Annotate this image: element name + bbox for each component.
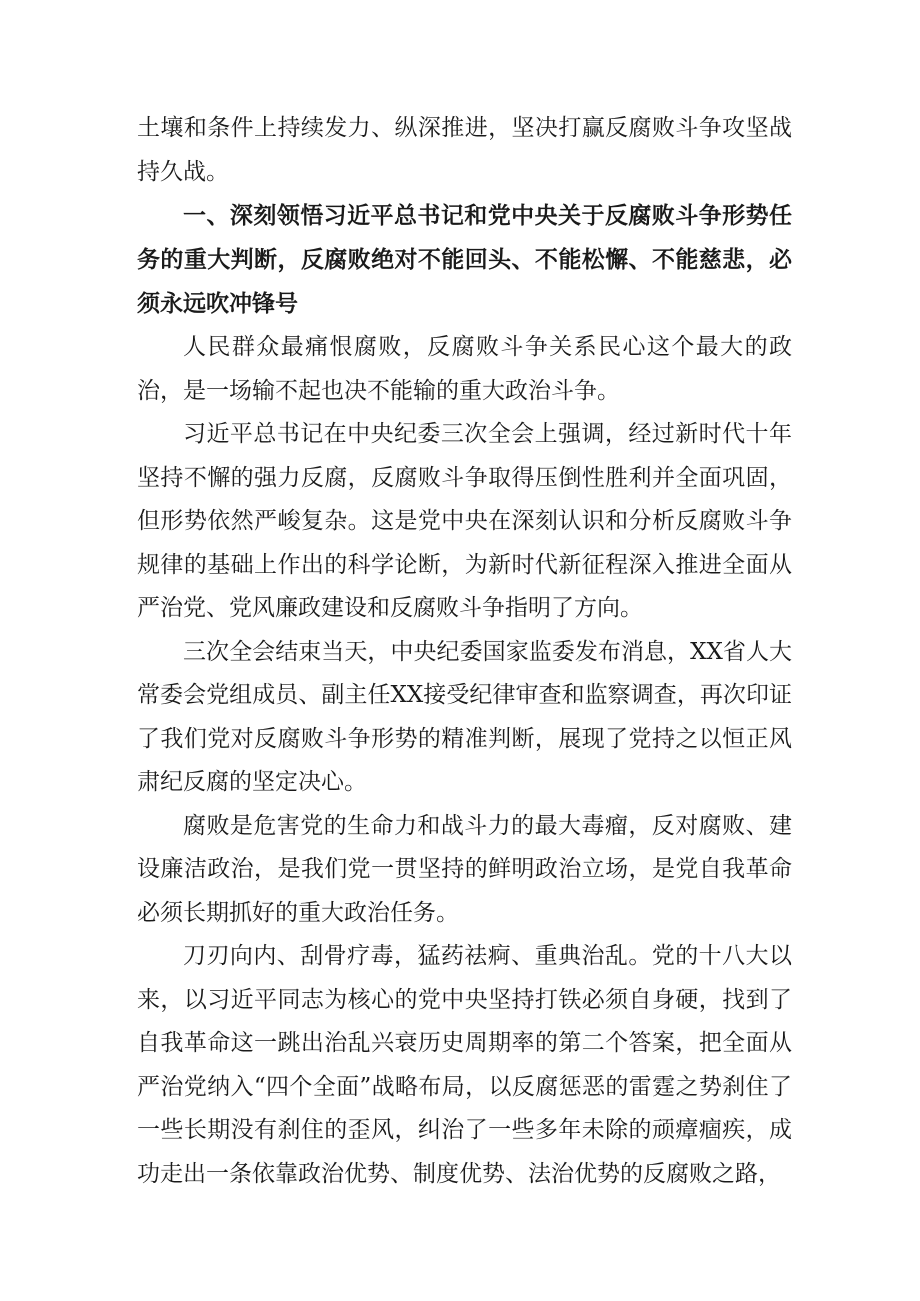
section-heading: 一、深刻领悟习近平总书记和党中央关于反腐败斗争形势任务的重大判断，反腐败绝对不能回头、不能松懈、不能慈悲，必须永远吹冲锋号 — [137, 203, 792, 317]
body-paragraph: 人民群众最痛恨腐败，反腐败斗争关系民心这个最大的政治，是一场输不起也决不能输的重大政治斗争。 — [137, 334, 792, 404]
body-paragraph: 三次全会结束当天，中央纪委国家监委发布消息，XX省人大常委会党组成员、副主任XX接受纪律审查和监察调查，再次印证了我们党对反腐败斗争形势的精准判断，展现了党持之以恒正风肃纪反腐的坚定决心。 — [137, 638, 792, 795]
body-paragraph: 腐败是危害党的生命力和战斗力的最大毒瘤，反对腐败、建设廉洁政治，是我们党一贯坚持的鲜明政治立场，是党自我革命必须长期抓好的重大政治任务。 — [137, 812, 792, 926]
document-body — [137, 107, 792, 1196]
body-paragraph: 刀刃向内、刮骨疗毒，猛药祛痾、重典治乱。党的十八大以来，以习近平同志为核心的党中央坚持打铁必须自身硬，找到了自我革命这一跳出治乱兴衰历史周期率的第二个答案，把全面从严治党纳入“四个全面”战略布局，以反腐惩恶的雷霆之势刹住了一些长期没有刹住的歪风，纠治了一些多年未除的顽瘴痼疾，成功走出一条依靠政治优势、制度优势、法治优势的反腐败之路， — [137, 943, 792, 1187]
paragraph-continuation: 土壤和条件上持续发力、纵深推进，坚决打赢反腐败斗争攻坚战持久战。 — [137, 115, 792, 185]
body-paragraph: 习近平总书记在中央纪委三次全会上强调，经过新时代十年坚持不懈的强力反腐，反腐败斗争取得压倒性胜利并全面巩固，但形势依然严峻复杂。这是党中央在深刻认识和分析反腐败斗争规律的基础上作出的科学论断，为新时代新征程深入推进全面从严治党、党风廉政建设和反腐败斗争指明了方向。 — [137, 421, 792, 621]
